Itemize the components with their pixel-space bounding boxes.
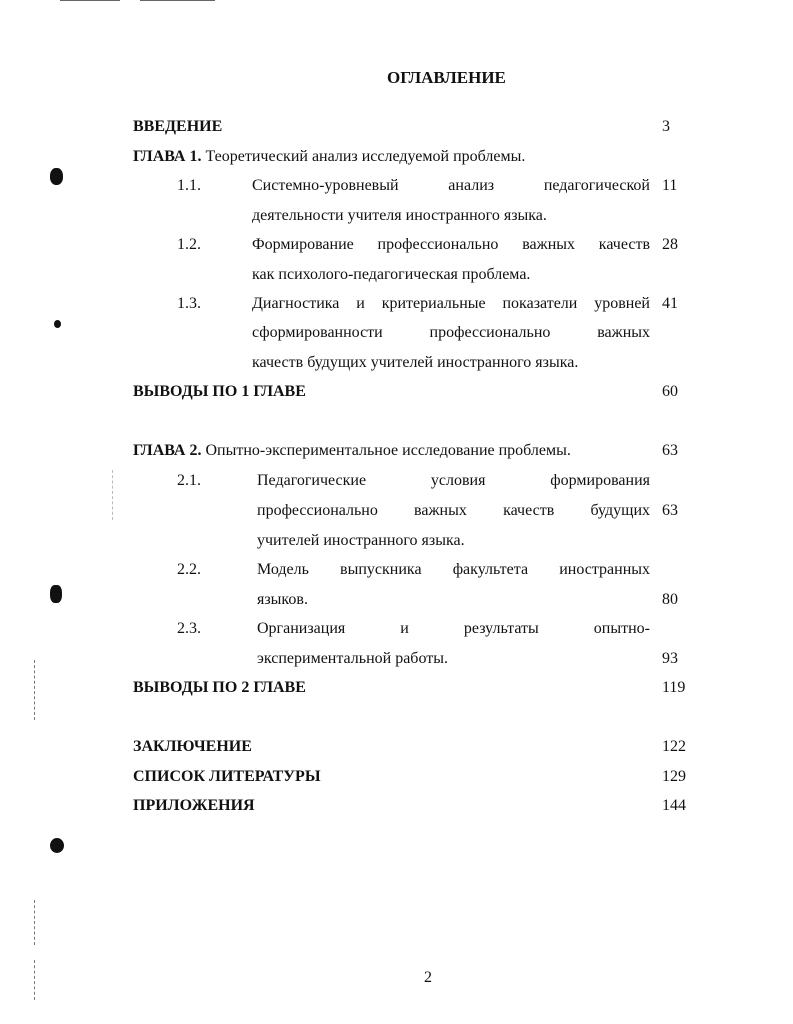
punch-hole-mark — [54, 320, 61, 328]
section-number: 2.1. — [177, 472, 201, 489]
scan-artifact-line — [60, 0, 120, 1]
toc-intro-page: 3 — [662, 118, 670, 135]
scan-edge-dash — [34, 960, 35, 1000]
toc-appendices-label: ПРИЛОЖЕНИЯ — [133, 797, 255, 814]
section-title-line: сформированности профессионально важных — [252, 324, 650, 341]
section-number: 1.3. — [177, 295, 201, 312]
section-title-line: Системно-уровневый анализ педагогической — [252, 177, 650, 194]
section-page: 93 — [662, 650, 678, 667]
toc-chapter2-conclusions: ВЫВОДЫ ПО 2 ГЛАВЕ — [133, 679, 306, 696]
toc-chapter2-page: 63 — [662, 442, 678, 459]
scan-edge-dash — [112, 470, 113, 520]
section-title-line: профессионально важных качеств будущих — [257, 502, 650, 519]
section-title-line: Педагогические условия формирования — [257, 472, 650, 489]
section-title-line: языков. — [257, 591, 308, 608]
chapter1-label: ГЛАВА 1. — [133, 148, 202, 165]
section-title-line: Организация и результаты опытно- — [257, 620, 650, 637]
chapter1-title: Теоретический анализ исследуемой проблемы. — [205, 148, 526, 165]
section-title-line: деятельности учителя иностранного языка. — [252, 207, 547, 224]
section-title-line: Диагностика и критериальные показатели уровней — [252, 295, 650, 312]
page-title: ОГЛАВЛЕНИЕ — [387, 68, 506, 87]
toc-chapter2 — [133, 441, 571, 461]
toc-conclusion-label: ЗАКЛЮЧЕНИЕ — [133, 738, 252, 755]
punch-hole-mark — [50, 838, 64, 853]
punch-hole-mark — [50, 168, 63, 185]
section-page: 63 — [662, 502, 678, 519]
toc-chapter1 — [133, 147, 525, 167]
section-title-line: экспериментальной работы. — [257, 650, 448, 667]
section-title-line: качеств будущих учителей иностранного языка. — [252, 354, 579, 371]
section-number: 2.2. — [177, 561, 201, 578]
scan-edge-dash — [34, 900, 35, 945]
toc-chapter1-conclusions: ВЫВОДЫ ПО 1 ГЛАВЕ — [133, 383, 306, 400]
scan-artifact-line — [140, 0, 215, 1]
section-page: 28 — [662, 236, 678, 253]
section-page: 80 — [662, 591, 678, 608]
toc-appendices-page: 144 — [662, 797, 686, 814]
section-page: 41 — [662, 295, 678, 312]
section-number: 2.3. — [177, 620, 201, 637]
section-number: 1.1. — [177, 177, 201, 194]
chapter2-label: ГЛАВА 2. — [133, 442, 202, 459]
toc-bibliography-label: СПИСОК ЛИТЕРАТУРЫ — [133, 768, 321, 785]
toc-intro-label: ВВЕДЕНИЕ — [133, 118, 223, 135]
section-title-line: учителей иностранного языка. — [257, 532, 465, 549]
section-title-line: Формирование профессионально важных качеств — [252, 236, 650, 253]
section-title-line: как психолого-педагогическая проблема. — [252, 266, 531, 283]
chapter2-title: Опытно-экспериментальное исследование проблемы. — [205, 442, 571, 459]
section-title-line: Модель выпускника факультета иностранных — [257, 561, 650, 578]
toc-bibliography-page: 129 — [662, 768, 686, 785]
punch-hole-mark — [50, 585, 62, 603]
toc-chapter2-conclusions-page: 119 — [662, 679, 686, 696]
section-page: 11 — [662, 177, 678, 194]
scan-edge-dash — [34, 660, 35, 720]
toc-conclusion-page: 122 — [662, 738, 686, 755]
section-number: 1.2. — [177, 236, 201, 253]
toc-chapter1-conclusions-page: 60 — [662, 383, 678, 400]
page-number: 2 — [424, 969, 432, 986]
